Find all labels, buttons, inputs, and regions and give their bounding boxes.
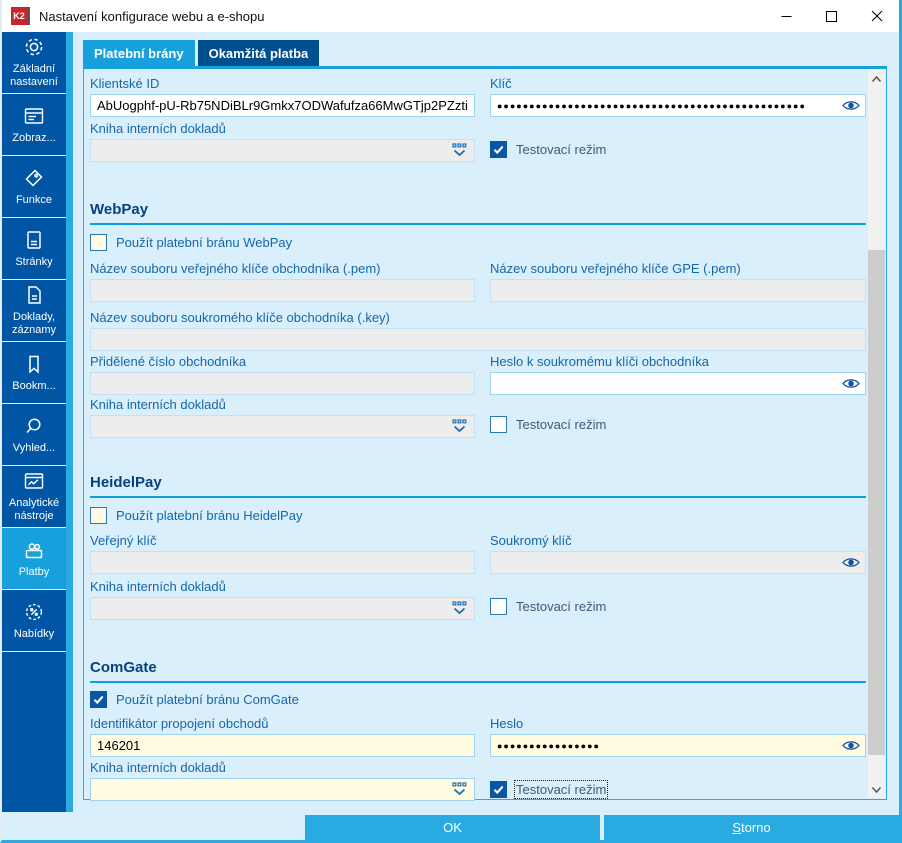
window-title: Nastavení konfigurace webu a e-shopu	[39, 8, 265, 24]
sidebar-item-doklady-zaznamy[interactable]: Doklady, záznamy	[2, 280, 66, 342]
checkbox-unchecked-icon	[90, 234, 107, 251]
sidebar-item-analyticke-nastroje[interactable]: Analytické nástroje	[2, 466, 66, 528]
key-field	[490, 76, 866, 117]
comgate-book-input[interactable]	[90, 778, 475, 801]
tab-okamzita-platba[interactable]: Okamžitá platba	[198, 40, 320, 66]
content-area	[73, 32, 901, 812]
checkbox-unchecked-icon	[490, 416, 507, 433]
key-label: Klíč	[490, 76, 512, 91]
webpay-test-mode-checkbox[interactable]: Testovací režim	[490, 415, 866, 433]
tab-bar	[83, 40, 319, 66]
checkbox-unchecked-icon	[490, 598, 507, 615]
section-webpay	[90, 201, 866, 225]
tag-icon	[23, 167, 45, 189]
sidebar-item-zobrazeni[interactable]: Zobraz...	[2, 94, 66, 156]
webpay-private-key-password-field: Heslo k soukromému klíči obchodníka	[490, 354, 866, 395]
titlebar	[2, 0, 899, 32]
k2-logo-icon: K2	[11, 7, 30, 25]
webpay-gpe-public-key-input[interactable]	[490, 279, 866, 302]
key-input[interactable]	[490, 94, 866, 117]
sidebar-item-bookmarky[interactable]: Bookm...	[2, 342, 66, 404]
webpay-book-input[interactable]	[90, 415, 475, 438]
comgate-merchant-id-field: Identifikátor propojení obchodů 146201	[90, 716, 475, 757]
scrollbar[interactable]	[868, 70, 885, 798]
top-test-mode-checkbox[interactable]: Testovací režim	[490, 140, 866, 158]
section-heidelpay	[90, 474, 866, 498]
webpay-merchant-number-field: Přidělené číslo obchodníka	[90, 354, 475, 395]
sidebar	[2, 32, 66, 812]
client-id-input[interactable]	[90, 94, 475, 117]
scroll-down-icon[interactable]	[868, 781, 885, 798]
comgate-heading: ComGate	[90, 659, 866, 683]
sidebar-item-funkce[interactable]: Funkce	[2, 156, 66, 218]
heidelpay-public-key-field: Veřejný klíč	[90, 533, 475, 574]
webpay-merchant-public-key-field: Název souboru veřejného klíče obchodníka (.pem)	[90, 261, 475, 302]
checkbox-checked-icon	[90, 691, 107, 708]
documents-icon	[23, 284, 45, 306]
heidelpay-private-key-field: Soukromý klíč	[490, 533, 866, 574]
eye-icon[interactable]	[842, 556, 860, 569]
heidelpay-test-mode-checkbox[interactable]: Testovací režim	[490, 597, 866, 615]
top-book-field	[90, 121, 475, 162]
webpay-merchant-private-key-field: Název souboru soukromého klíče obchodníka (.key)	[90, 310, 866, 351]
webpay-book-field: Kniha interních dokladů	[90, 397, 475, 438]
heidelpay-book-field: Kniha interních dokladů	[90, 579, 475, 620]
footer-bar	[2, 812, 899, 840]
comgate-book-field: Kniha interních dokladů	[90, 760, 475, 801]
comgate-merchant-id-input[interactable]	[90, 734, 475, 757]
maximize-button[interactable]	[809, 0, 854, 32]
sidebar-item-nabidky[interactable]: Nabídky	[2, 590, 66, 652]
webpay-heading: WebPay	[90, 201, 866, 225]
heidelpay-book-input[interactable]	[90, 597, 475, 620]
client-id-field	[90, 76, 475, 117]
dropdown-icon[interactable]	[451, 419, 468, 434]
webpay-merchant-public-key-input[interactable]	[90, 279, 475, 302]
dropdown-icon[interactable]	[451, 782, 468, 797]
bookmark-icon	[23, 353, 45, 375]
sidebar-item-platby[interactable]: Platby	[2, 528, 66, 590]
analytics-icon	[23, 470, 45, 492]
search-icon	[23, 415, 45, 437]
dropdown-icon[interactable]	[451, 143, 468, 158]
enable-webpay-checkbox[interactable]: Použít platební bránu WebPay	[90, 233, 866, 251]
pages-icon	[23, 229, 45, 251]
eye-icon[interactable]	[842, 377, 860, 390]
comgate-password-input[interactable]	[490, 734, 866, 757]
payments-icon	[23, 539, 45, 561]
minimize-button[interactable]	[764, 0, 809, 32]
close-button[interactable]	[854, 0, 899, 32]
enable-comgate-checkbox[interactable]: Použít platební bránu ComGate	[90, 690, 866, 708]
webpay-gpe-public-key-field: Název souboru veřejného klíče GPE (.pem)	[490, 261, 866, 302]
scroll-up-icon[interactable]	[868, 70, 885, 87]
heidelpay-private-key-input[interactable]	[490, 551, 866, 574]
tab-platebni-brany[interactable]: Platební brány	[83, 40, 195, 66]
webpay-private-key-password-input[interactable]	[490, 372, 866, 395]
section-comgate	[90, 659, 866, 683]
heidelpay-heading: HeidelPay	[90, 474, 866, 498]
webpay-merchant-private-key-input[interactable]	[90, 328, 866, 351]
scrollbar-thumb[interactable]	[868, 250, 885, 755]
eye-icon[interactable]	[842, 739, 860, 752]
eye-icon[interactable]	[842, 99, 860, 112]
cancel-button[interactable]: S torno	[604, 815, 899, 840]
offers-icon	[23, 601, 45, 623]
checkbox-checked-icon	[490, 781, 507, 798]
comgate-password-field: Heslo ●●●●●●●●●●●●●●●●	[490, 716, 866, 757]
comgate-test-mode-checkbox[interactable]: Testovací režim	[490, 780, 866, 798]
enable-heidelpay-checkbox[interactable]: Použít platební bránu HeidelPay	[90, 506, 866, 524]
form-panel	[83, 66, 887, 800]
sidebar-item-zakladni-nastaveni[interactable]: Základní nastavení	[2, 32, 66, 94]
heidelpay-public-key-input[interactable]	[90, 551, 475, 574]
checkbox-checked-icon	[490, 141, 507, 158]
gear-icon	[23, 36, 45, 58]
sidebar-item-vyhledavani[interactable]: Vyhled...	[2, 404, 66, 466]
webpay-merchant-number-input[interactable]	[90, 372, 475, 395]
sidebar-item-stranky[interactable]: Stránky	[2, 218, 66, 280]
ok-button[interactable]: OK	[305, 815, 600, 840]
display-icon	[23, 105, 45, 127]
dropdown-icon[interactable]	[451, 601, 468, 616]
checkbox-unchecked-icon	[90, 507, 107, 524]
top-book-input[interactable]	[90, 139, 475, 162]
sidebar-accent-strip	[66, 32, 73, 812]
client-id-label: Klientské ID	[90, 76, 160, 91]
top-book-label: Kniha interních dokladů	[90, 121, 226, 136]
